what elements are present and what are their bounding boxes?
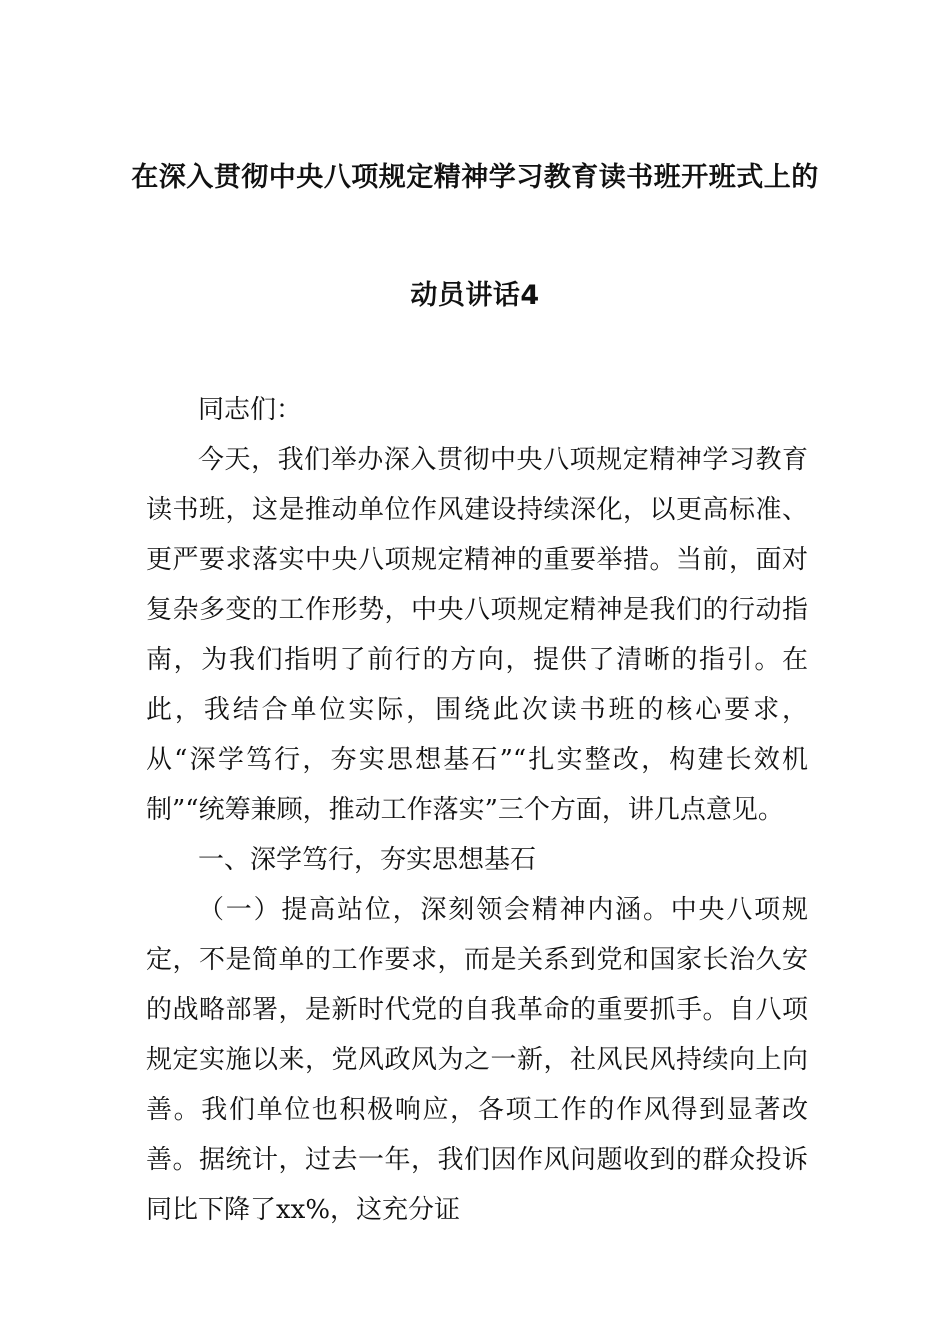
document-title-line-2: 动员讲话4	[410, 280, 540, 311]
section-heading-1-text: 一、深学笃行，夯实思想基石	[198, 845, 537, 875]
paragraph-section-1-1	[146, 885, 808, 1235]
salutation	[146, 385, 808, 435]
paragraph-intro-text: 今天，我们举办深入贯彻中央八项规定精神学习教育读书班，这是推动单位作风建设持续深化，以更高标准、更严要求落实中央八项规定精神的重要举措。当前，面对复杂多变的工作形势，中央八项规定精神是我们的行动指南，为我们指明了前行的方向，提供了清晰的指引。在此，我结合单位实际，围绕此次读书班的核心要求，从“深学笃行，夯实思想基石”“扎实整改，构建长效机制”“统筹兼顾，推动工作落实”三个方面，讲几点意见。	[146, 445, 808, 825]
section-heading-1	[146, 835, 808, 885]
paragraph-section-1-1-text: （一）提高站位，深刻领会精神内涵。中央八项规定，不是简单的工作要求，而是关系到党和国家长治久安的战略部署，是新时代党的自我革命的重要抓手。自八项规定实施以来，党风政风为之一新，社风民风持续向上向善。我们单位也积极响应，各项工作的作风得到显著改善。据统计，过去一年，我们因作风问题收到的群众投诉同比下降了xx%，这充分证	[146, 895, 808, 1225]
paragraph-intro	[146, 435, 808, 835]
salutation-text: 同志们：	[198, 395, 303, 425]
document-title-line-1: 在深入贯彻中央八项规定精神学习教育读书班开班式上的	[131, 162, 819, 193]
